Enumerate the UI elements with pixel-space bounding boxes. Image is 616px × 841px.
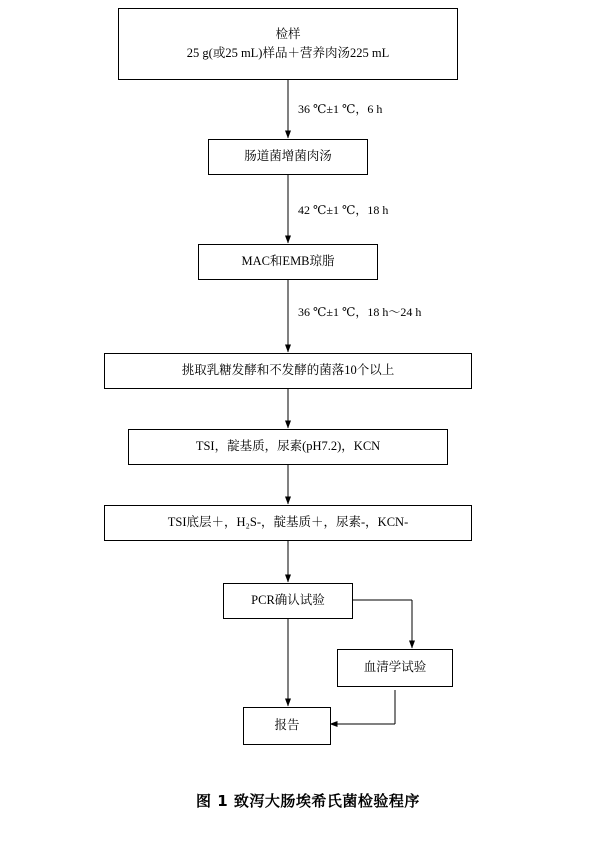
figure-caption: 图 1 致泻大肠埃希氏菌检验程序 [196, 792, 420, 810]
node-serology-test [337, 649, 453, 687]
node-serology-test-label: 血清学试验 [363, 660, 427, 675]
node-enrichment-broth [208, 139, 368, 175]
edge-label-incubation-2: 42 ℃±1 ℃，18 h [298, 203, 389, 217]
node-mac-emb-agar-label: MAC和EMB琼脂 [241, 254, 335, 269]
node-biochemical-tests-label: TSI，靛基质，尿素(pH7.2)，KCN [195, 439, 381, 454]
node-report-label: 报告 [274, 718, 300, 733]
node-pick-colonies [104, 353, 472, 389]
node-biochemical-results-label: TSI底层＋，H₂S-，靛基质＋，尿素-，KCN- [167, 515, 409, 530]
node-sample-line2: 25 g(或25 mL)样品＋营养肉汤225 mL [186, 46, 390, 60]
node-sample-line1: 检样 [275, 26, 301, 41]
node-enrichment-broth-label: 肠道菌增菌肉汤 [244, 149, 332, 164]
edge-label-incubation-3: 36 ℃±1 ℃，18 h～24 h [298, 305, 422, 319]
node-biochemical-results [104, 505, 472, 541]
node-pcr-confirmation [223, 583, 353, 619]
node-biochemical-tests [128, 429, 448, 465]
node-mac-emb-agar [198, 244, 378, 280]
node-pcr-confirmation-label: PCR确认试验 [251, 593, 325, 608]
edge-label-incubation-1: 36 ℃±1 ℃，6 h [298, 102, 383, 116]
node-pick-colonies-label: 挑取乳糖发酵和不发酵的菌落10个以上 [181, 363, 395, 378]
node-sample [118, 8, 458, 80]
node-report [243, 707, 331, 745]
